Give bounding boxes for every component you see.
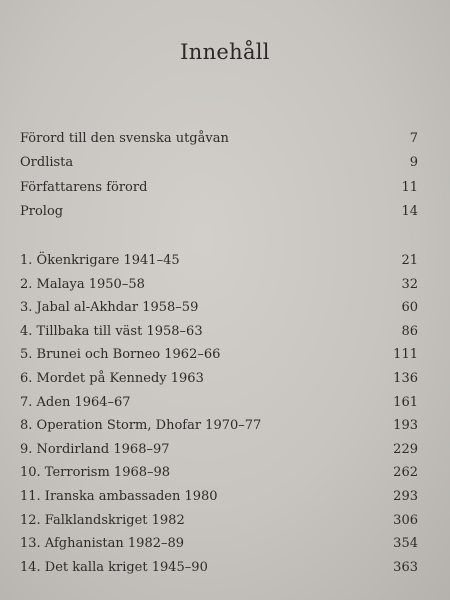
chapter-page: 293	[393, 488, 418, 504]
chapter-page: 193	[393, 418, 418, 434]
chapter-page: 229	[393, 441, 418, 457]
chapter-label: 12. Falklandskriget 1982	[20, 512, 185, 528]
toc-entry-label: Prolog	[20, 204, 64, 220]
toc-entry	[20, 131, 418, 155]
chapter-page: 86	[401, 323, 418, 339]
chapter-label: 4. Tillbaka till väst 1958–63	[20, 323, 203, 339]
chapter-entry	[20, 418, 418, 442]
toc-entry-label: Förord till den svenska utgåvan	[20, 131, 229, 146]
chapter-page: 21	[401, 253, 418, 268]
chapter-entry	[20, 442, 418, 466]
chapter-page: 262	[393, 465, 418, 481]
chapter-page: 111	[393, 347, 418, 363]
chapter-entry	[20, 465, 418, 489]
chapter-label: 7. Aden 1964–67	[20, 394, 131, 410]
chapter-entry	[20, 300, 418, 324]
chapter-page: 363	[393, 559, 418, 575]
toc-entry-page: 11	[401, 179, 418, 195]
chapter-entry	[20, 347, 418, 371]
page-title: Innehåll	[180, 40, 270, 64]
toc-entry-label: Ordlista	[20, 155, 74, 171]
chapter-label: 6. Mordet på Kennedy 1963	[20, 370, 204, 386]
toc-entry-page: 7	[409, 131, 418, 146]
chapter-label: 1. Ökenkrigare 1941–45	[20, 253, 180, 268]
chapter-entry	[20, 395, 418, 419]
chapter-entry	[20, 324, 418, 348]
toc-entry-page: 9	[409, 155, 418, 171]
chapter-entry	[20, 536, 418, 560]
chapter-label: 9. Nordirland 1968–97	[20, 441, 170, 457]
chapter-page: 161	[393, 394, 418, 410]
toc-entry	[20, 204, 418, 228]
chapter-entry	[20, 277, 418, 301]
chapter-label: 10. Terrorism 1968–98	[20, 465, 171, 481]
chapter-page: 136	[393, 370, 418, 386]
chapter-entry	[20, 489, 418, 513]
chapter-label: 11. Iranska ambassaden 1980	[20, 488, 218, 504]
front-matter-list	[20, 131, 418, 229]
chapter-label: 8. Operation Storm, Dhofar 1970–77	[20, 418, 262, 434]
chapter-label: 2. Malaya 1950–58	[20, 276, 145, 292]
chapter-entry	[20, 253, 418, 277]
chapter-page: 354	[393, 536, 418, 552]
toc-entry	[20, 155, 418, 179]
chapter-label: 3. Jabal al-Akhdar 1958–59	[20, 300, 199, 316]
chapter-page: 32	[401, 276, 418, 292]
chapter-entry	[20, 560, 418, 584]
chapter-entry	[20, 513, 418, 537]
chapter-entry	[20, 371, 418, 395]
chapter-page: 60	[401, 300, 418, 316]
toc-entry-page: 14	[401, 204, 418, 220]
chapter-list	[20, 253, 418, 583]
chapter-label: 14. Det kalla kriget 1945–90	[20, 559, 208, 575]
chapter-page: 306	[393, 512, 418, 528]
toc-entry	[20, 180, 418, 204]
chapter-label: 5. Brunei och Borneo 1962–66	[20, 347, 221, 363]
chapter-label: 13. Afghanistan 1982–89	[20, 536, 185, 552]
toc-entry-label: Författarens förord	[20, 179, 148, 195]
